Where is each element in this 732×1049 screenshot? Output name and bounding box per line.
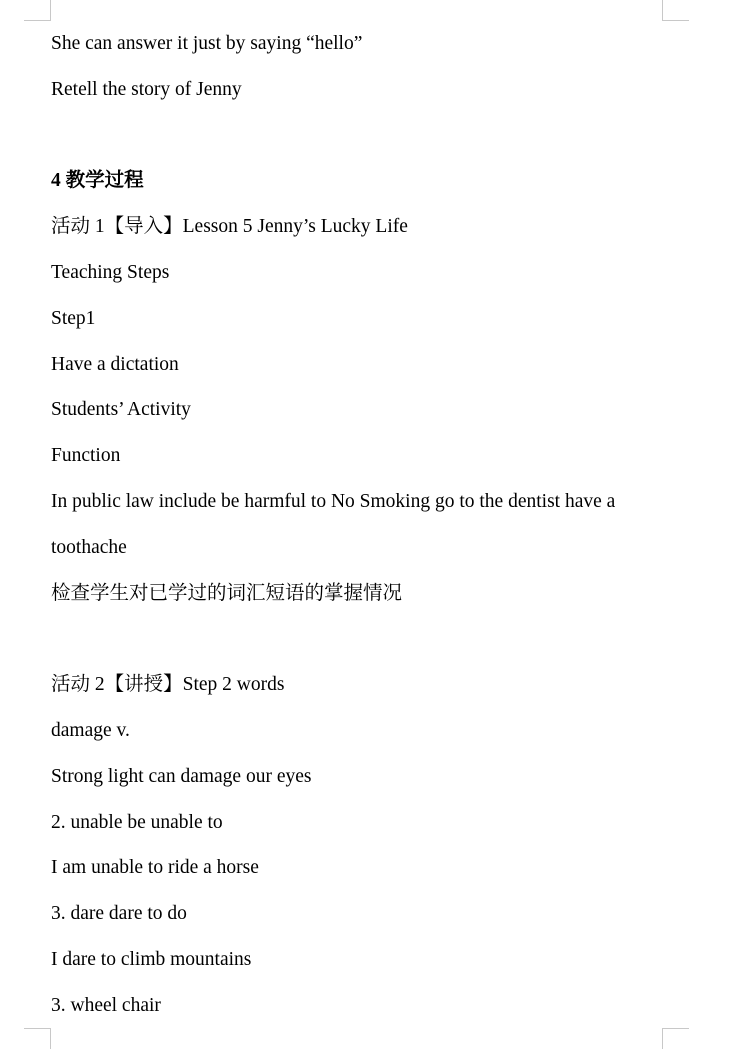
text-line-teaching-steps: Teaching Steps — [51, 261, 170, 283]
activity-2-heading: 活动 2【讲授】Step 2 words — [51, 674, 285, 696]
text-line-wheel-chair: 3. wheel chair — [51, 994, 161, 1016]
section-heading-teaching-process: 4 教学过程 — [51, 170, 144, 192]
text-line-students-activity: Students’ Activity — [51, 399, 191, 421]
text-line-dare-example: I dare to climb mountains — [51, 948, 252, 970]
activity-1-heading: 活动 1【导入】Lesson 5 Jenny’s Lucky Life — [51, 216, 408, 238]
crop-mark-top-left — [24, 0, 51, 21]
text-line-damage: damage v. — [51, 719, 130, 741]
blank-line — [51, 623, 676, 669]
blank-line — [51, 120, 676, 166]
document-body — [51, 28, 676, 1036]
text-line-dictation: Have a dictation — [51, 353, 179, 375]
text-line-damage-example: Strong light can damage our eyes — [51, 765, 312, 787]
text-line-dare: 3. dare dare to do — [51, 903, 187, 925]
crop-mark-top-right — [662, 0, 689, 21]
text-line-step1: Step1 — [51, 307, 96, 329]
text-line-check-mastery: 检查学生对已学过的词汇短语的掌握情况 — [51, 582, 403, 604]
crop-mark-bottom-left — [24, 1028, 51, 1049]
text-line-answer-hello: She can answer it just by saying “hello” — [51, 33, 363, 54]
text-line-retell-story: Retell the story of Jenny — [51, 78, 242, 100]
text-line-unable: 2. unable be unable to — [51, 811, 223, 833]
text-paragraph-phrases: In public law include be harmful to No Smoking go to the dentist have a toothache — [51, 490, 616, 558]
text-line-unable-example: I am unable to ride a horse — [51, 857, 259, 879]
text-line-function: Function — [51, 445, 121, 467]
